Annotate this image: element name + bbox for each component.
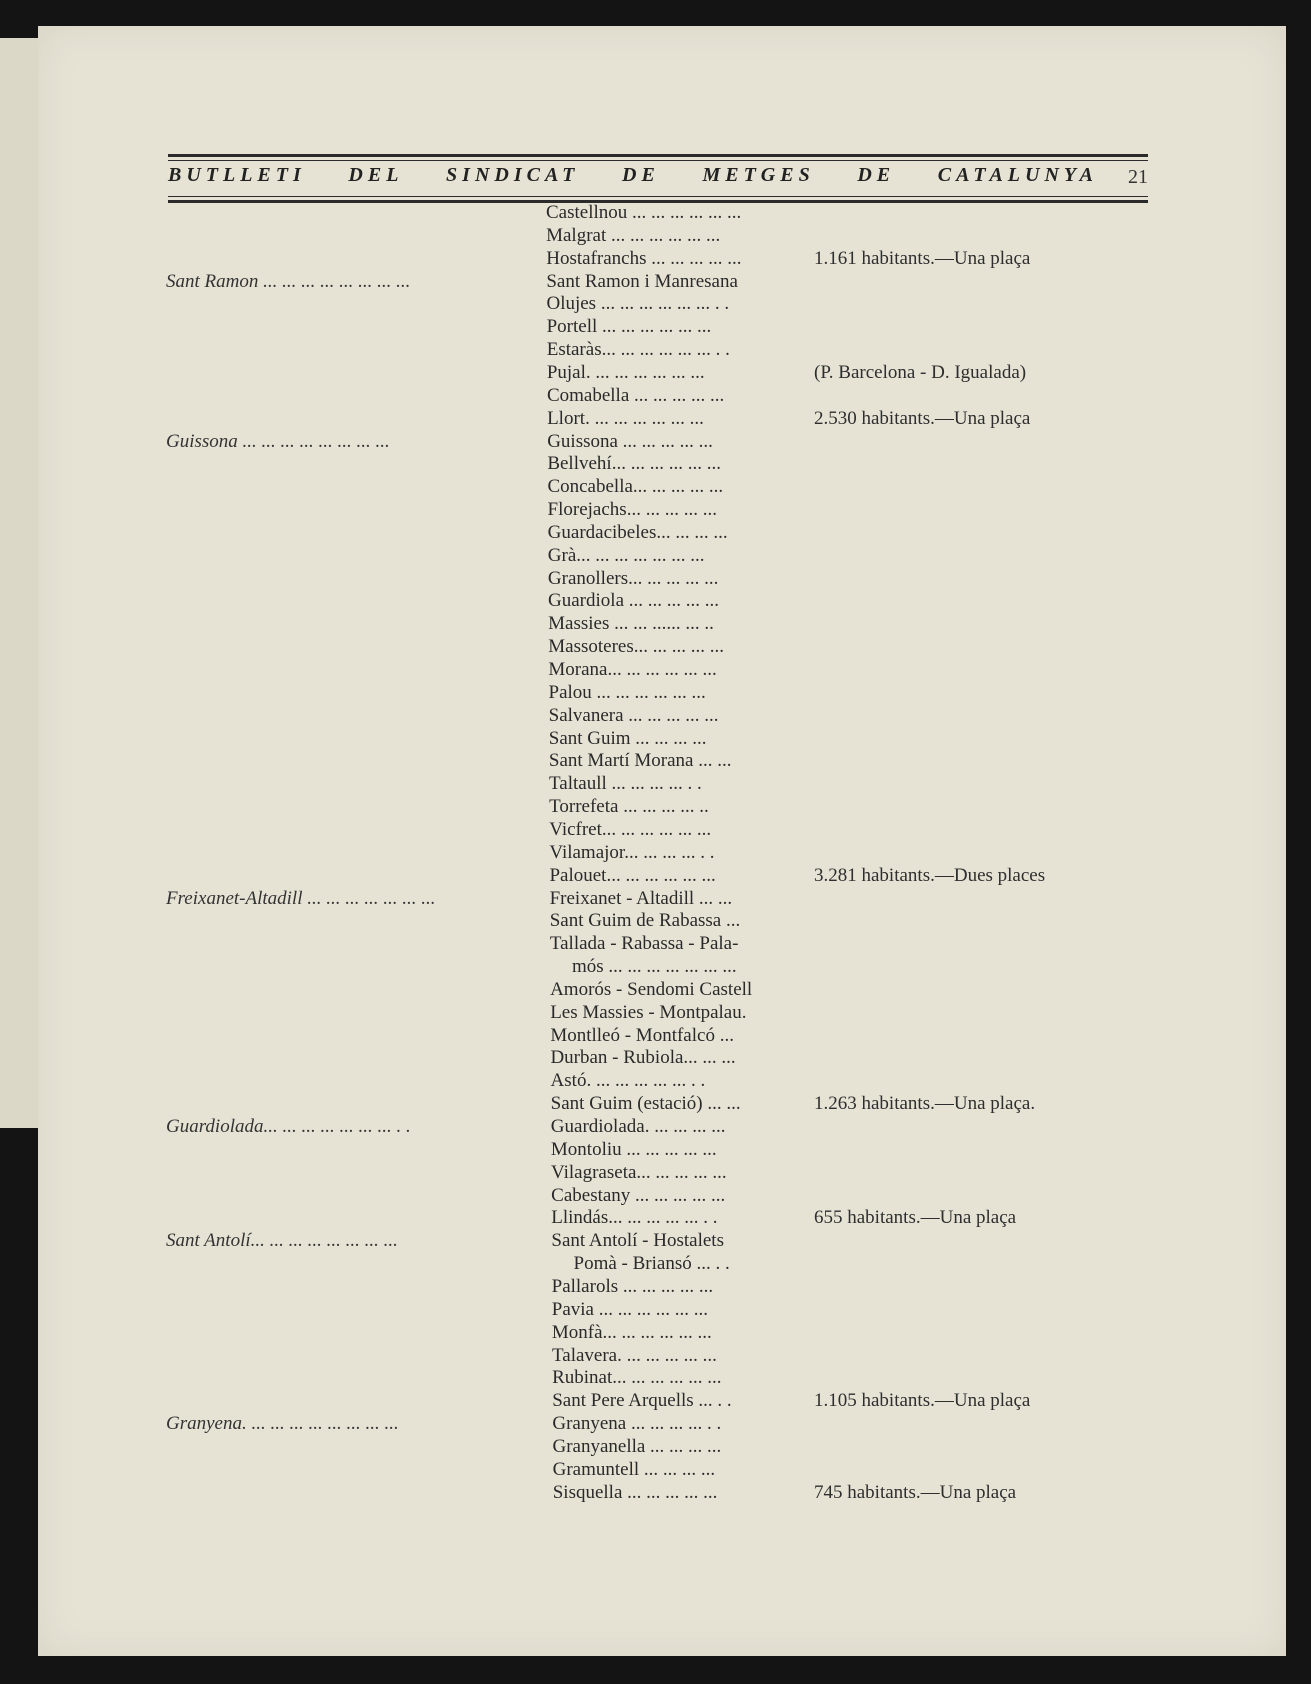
population-info: 1.105 habitants.—Una plaça <box>814 1390 1031 1412</box>
table-row <box>38 888 1286 911</box>
table-row <box>38 522 1286 545</box>
locality-name: Concabella... ... ... ... ... <box>547 476 724 498</box>
table-row <box>38 1367 1286 1390</box>
locality-name: Gramuntell ... ... ... ... <box>552 1458 716 1480</box>
district-name: Granyena. ... ... ... ... ... ... ... ... <box>166 1413 399 1435</box>
table-row <box>38 1253 1286 1276</box>
table-row <box>38 1276 1286 1299</box>
locality-name: Pomà - Briansó ... . . <box>573 1253 730 1275</box>
locality-name: Tallada - Rabassa - Pala- <box>549 933 739 955</box>
table-row <box>38 1093 1286 1116</box>
locality-name: Salvanera ... ... ... ... ... <box>548 704 719 726</box>
locality-name: Pavia ... ... ... ... ... ... <box>551 1298 708 1320</box>
table-row <box>38 979 1286 1002</box>
population-info: 1.161 habitants.—Una plaça <box>814 247 1031 269</box>
locality-name: Amorós - Sendomi Castell <box>550 978 753 1000</box>
title-word: CATALUNYA <box>937 164 1098 186</box>
locality-name: Les Massies - Montpalau. <box>550 1001 747 1023</box>
header-rule-top <box>168 154 1148 157</box>
table-row <box>38 1070 1286 1093</box>
locality-name: Sant Guim ... ... ... ... <box>548 727 707 749</box>
title-word: BUTLLETI <box>168 164 306 186</box>
locality-name: Palou ... ... ... ... ... ... <box>548 681 706 703</box>
table-row <box>38 271 1286 294</box>
district-name: Sant Ramon ... ... ... ... ... ... ... ... <box>166 270 411 292</box>
table-row <box>38 225 1286 248</box>
title-word: SINDICAT <box>446 164 580 186</box>
table-row <box>38 910 1286 933</box>
table-row <box>38 728 1286 751</box>
locality-name: Portell ... ... ... ... ... ... <box>546 316 712 338</box>
page-number: 21 <box>1128 166 1148 188</box>
title-word: DEL <box>348 164 404 186</box>
table-row <box>38 453 1286 476</box>
population-info: (P. Barcelona - D. Igualada) <box>814 361 1027 383</box>
table-row <box>38 590 1286 613</box>
locality-name: Castellnou ... ... ... ... ... ... <box>546 202 742 223</box>
locality-name: Morana... ... ... ... ... ... <box>548 659 717 680</box>
population-info: 2.530 habitants.—Una plaça <box>814 407 1031 429</box>
table-row <box>38 1390 1286 1413</box>
population-info: 3.281 habitants.—Dues places <box>814 864 1046 886</box>
locality-name: Talavera. ... ... ... ... ... <box>552 1344 717 1366</box>
locality-name: Sant Guim de Rabassa ... <box>549 910 741 932</box>
table-row <box>38 1482 1286 1505</box>
table-row <box>38 1047 1286 1070</box>
table-row <box>38 636 1286 659</box>
header-rule-bottom-thin <box>168 196 1148 197</box>
document-page <box>38 26 1286 1656</box>
table-row <box>38 568 1286 591</box>
locality-name: Astó. ... ... ... ... ... . . <box>550 1070 706 1092</box>
header-rule-top-thin <box>168 160 1148 161</box>
locality-name: Massies ... ... ...... ... .. <box>548 613 714 635</box>
table-row <box>38 1139 1286 1162</box>
locality-name: Llort. ... ... ... ... ... ... <box>547 407 704 429</box>
locality-name: Granyanella ... ... ... ... <box>552 1435 722 1457</box>
locality-name: Monfà... ... ... ... ... ... <box>551 1321 712 1343</box>
locality-name: Grà... ... ... ... ... ... ... <box>547 544 705 566</box>
table-row <box>38 750 1286 773</box>
locality-name: Vilamajor... ... ... ... . . <box>549 841 715 863</box>
locality-name: Pallarols ... ... ... ... ... <box>551 1275 714 1297</box>
locality-name: Sisquella ... ... ... ... ... <box>552 1481 718 1503</box>
locality-name: Cabestany ... ... ... ... ... <box>551 1184 726 1206</box>
table-row <box>38 613 1286 636</box>
table-row <box>38 933 1286 956</box>
table-row <box>38 1436 1286 1459</box>
table-row <box>38 1162 1286 1185</box>
locality-name: Granyena ... ... ... ... . . <box>552 1413 722 1435</box>
district-name: Sant Antolí... ... ... ... ... ... ... ... <box>166 1230 398 1252</box>
locality-name: Pujal. ... ... ... ... ... ... <box>546 361 705 383</box>
table-row <box>38 842 1286 865</box>
table-row <box>38 545 1286 568</box>
locality-name: Freixanet - Altadill ... ... <box>549 887 733 909</box>
locality-name: Sant Guim (estació) ... ... <box>550 1093 741 1115</box>
table-row <box>38 1002 1286 1025</box>
locality-name: Rubinat... ... ... ... ... ... <box>552 1367 722 1389</box>
table-row <box>38 339 1286 362</box>
table-row <box>38 1185 1286 1208</box>
journal-title <box>168 164 1098 187</box>
table-row <box>38 1322 1286 1345</box>
table-row <box>38 476 1286 499</box>
locality-name: Torrefeta ... ... ... ... .. <box>549 796 709 818</box>
table-row <box>38 1116 1286 1139</box>
locality-name: Sant Martí Morana ... ... <box>548 750 732 772</box>
locality-name: Palouet... ... ... ... ... ... <box>549 864 716 886</box>
locality-name: Olujes ... ... ... ... ... ... . . <box>546 293 730 315</box>
locality-name: Vilagraseta... ... ... ... ... <box>551 1161 727 1183</box>
locality-name: Guardiola ... ... ... ... ... <box>548 590 720 612</box>
population-info: 1.263 habitants.—Una plaça. <box>814 1093 1036 1115</box>
table-row <box>38 202 1286 225</box>
table-row <box>38 248 1286 271</box>
table-row <box>38 431 1286 454</box>
district-name: Guissona ... ... ... ... ... ... ... ... <box>166 430 390 452</box>
table-row <box>38 293 1286 316</box>
locality-name: Guardacibeles... ... ... ... <box>547 521 728 543</box>
locality-name: Granollers... ... ... ... ... <box>547 567 719 589</box>
table-row <box>38 362 1286 385</box>
locality-name: Massoteres... ... ... ... ... <box>548 636 724 658</box>
table-row <box>38 1413 1286 1436</box>
table-row <box>38 1459 1286 1482</box>
population-info: 745 habitants.—Una plaça <box>814 1481 1017 1503</box>
locality-name: Sant Pere Arquells ... . . <box>552 1390 732 1412</box>
title-word: DE <box>857 164 896 186</box>
table-row <box>38 1345 1286 1368</box>
locality-name: Bellvehí... ... ... ... ... ... <box>547 453 721 475</box>
locality-name: Durban - Rubiola... ... ... <box>550 1047 736 1069</box>
population-info: 655 habitants.—Una plaça <box>814 1207 1017 1229</box>
table-row <box>38 865 1286 888</box>
table-row <box>38 385 1286 408</box>
locality-name: Estaràs... ... ... ... ... ... . . <box>546 339 730 361</box>
locality-name: Vicfret... ... ... ... ... ... <box>549 818 712 840</box>
locality-name: Guissona ... ... ... ... ... <box>547 430 713 452</box>
table-row <box>38 773 1286 796</box>
district-name: Freixanet-Altadill ... ... ... ... ... ... ... <box>166 887 436 909</box>
locality-name: Guardiolada. ... ... ... ... <box>550 1116 726 1137</box>
locality-name: Sant Ramon i Manresana <box>546 270 738 292</box>
locality-name: Montlleó - Montfalcó ... <box>550 1024 734 1046</box>
table-row <box>38 682 1286 705</box>
locality-name: mós ... ... ... ... ... ... ... <box>571 956 737 978</box>
district-name: Guardiolada... ... ... ... ... ... ... . . <box>166 1116 411 1137</box>
locality-name: Comabella ... ... ... ... ... <box>546 384 725 406</box>
title-word: METGES <box>702 164 815 186</box>
table-row <box>38 659 1286 682</box>
locality-name: Llindás... ... ... ... ... . . <box>551 1207 718 1229</box>
table-row <box>38 1025 1286 1048</box>
table-row <box>38 408 1286 431</box>
table-row <box>38 316 1286 339</box>
table-row <box>38 819 1286 842</box>
title-word: DE <box>622 164 660 186</box>
table-row <box>38 956 1286 979</box>
table-row <box>38 705 1286 728</box>
locality-name: Florejachs... ... ... ... ... <box>547 499 717 521</box>
locality-name: Malgrat ... ... ... ... ... ... <box>546 224 721 246</box>
table-row <box>38 499 1286 522</box>
locality-name: Hostafranchs ... ... ... ... ... <box>546 247 742 269</box>
table-row <box>38 1230 1286 1253</box>
locality-name: Montoliu ... ... ... ... ... <box>550 1138 717 1160</box>
page-header <box>168 126 1148 206</box>
table-row <box>38 1207 1286 1230</box>
table-row <box>38 796 1286 819</box>
locality-name: Taltaull ... ... ... ... . . <box>549 773 702 795</box>
table-row <box>38 1299 1286 1322</box>
locality-name: Sant Antolí - Hostalets <box>551 1230 724 1252</box>
